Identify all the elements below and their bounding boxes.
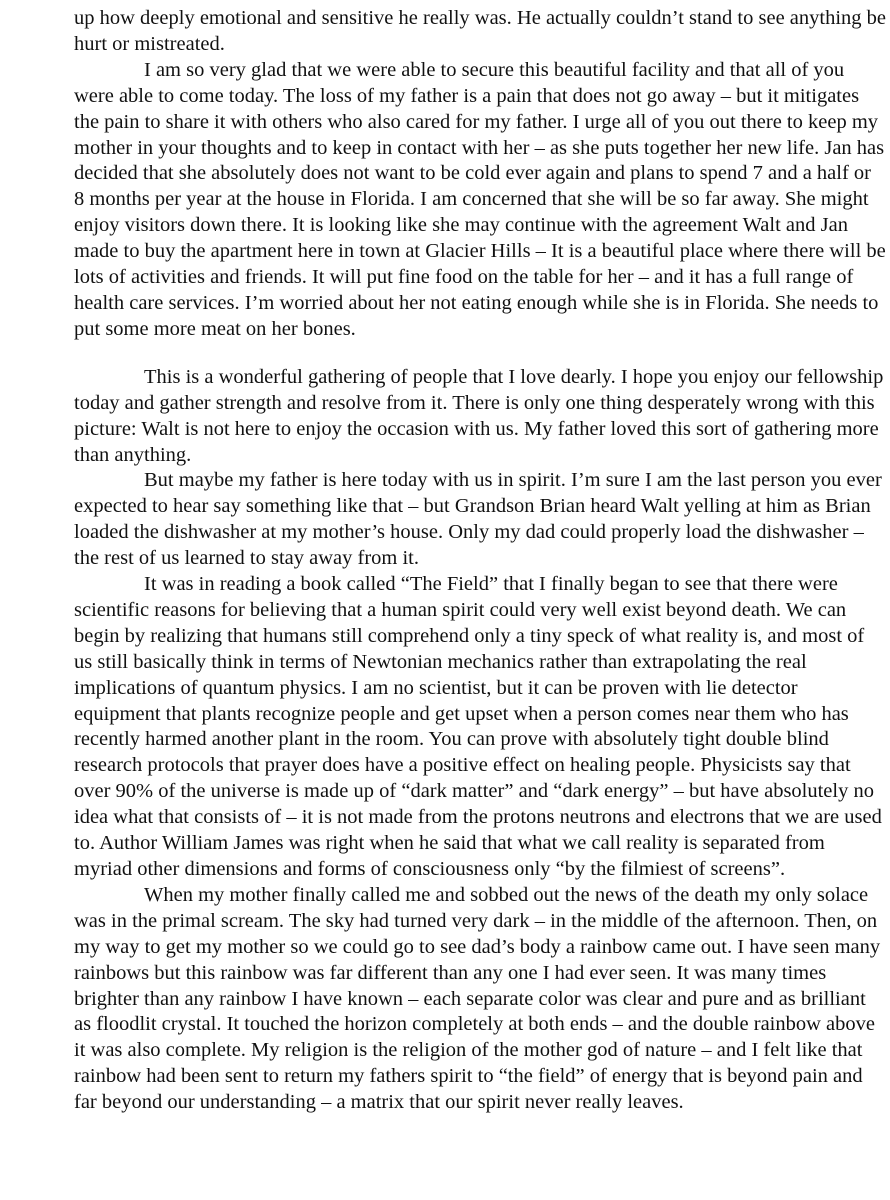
document-page xyxy=(74,6,886,1116)
paragraph-spirit: But maybe my father is here today with us in spirit. I’m sure I am the last person you ever expected to hear say something like that – but Grandson Brian heard Walt yelling at him as Brian loaded the dishwasher at my mother’s house. Only my dad could properly load the dishwasher – the rest of us learned to stay away from it. xyxy=(74,469,882,570)
paragraph-facility: I am so very glad that we were able to secure this beautiful facility and that all of you were able to come today. The loss of my father is a pain that does not go away – but it mitigates the pain to share it with others who also cared for my father. I urge all of you out there to keep my mother in your thoughts and to keep in contact with her – as she puts together her new life. Jan has decided that she absolutely does not want to be cold ever again and plans to spend 7 and a half or 8 months per year at the house in Florida. I am concerned that she will be so far away. She might enjoy visitors down there. It is looking like she may continue with the agreement Walt and Jan made to buy the apartment here in town at Glacier Hills – It is a beautiful place where there will be lots of activities and friends. It will put fine food on the table for her – and it has a full range of health care services. I’m worried about her not eating enough while she is in Florida. She needs to put some more meat on her bones. xyxy=(74,58,886,340)
paragraph-the-field: It was in reading a book called “The Field” that I finally began to see that there were scientific reasons for believing that a human spirit could very well exist beyond death. We can begin by realizing that humans still comprehend only a tiny speck of what reality is, and most of us still basically think in terms of Newtonian mechanics rather than extrapolating the real implications of quantum physics. I am no scientist, but it can be proven with lie detector equipment that plants recognize people and get upset when a person comes near them who has recently harmed another plant in the room. You can prove with absolutely tight double blind research protocols that prayer does have a positive effect on healing people. Physicists say that over 90% of the universe is made up of “dark matter” and “dark energy” – but have absolutely no idea what that consists of – it is not made from the protons neutrons and electrons that we are used to. Author William James was right when he said that what we call reality is separated from myriad other dimensions and forms of consciousness only “by the filmiest of screens”. xyxy=(74,573,882,880)
paragraph-continuation: up how deeply emotional and sensitive he really was. He actually couldn’t stand to see anything be hurt or mistreated. xyxy=(74,7,887,55)
paragraph-gap xyxy=(74,343,886,365)
paragraph-rainbow: When my mother finally called me and sobbed out the news of the death my only solace was in the primal scream. The sky had turned very dark – in the middle of the afternoon. Then, on my way to get my mother so we could go to see dad’s body a rainbow came out. I have seen many rainbows but this rainbow was far different than any one I had ever seen. It was many times brighter than any rainbow I have known – each separate color was clear and pure and as brilliant as floodlit crystal. It touched the horizon completely at both ends – and the double rainbow above it was also complete. My religion is the religion of the mother god of nature – and I felt like that rainbow had been sent to return my fathers spirit to “the field” of energy that is beyond pain and far beyond our understanding – a matrix that our spirit never really leaves. xyxy=(74,883,881,1114)
paragraph-gathering: This is a wonderful gathering of people that I love dearly. I hope you enjoy our fellowship today and gather strength and resolve from it. There is only one thing desperately wrong with this picture: Walt is not here to enjoy the occasion with us. My father loved this sort of gathering more than anything. xyxy=(74,365,884,466)
